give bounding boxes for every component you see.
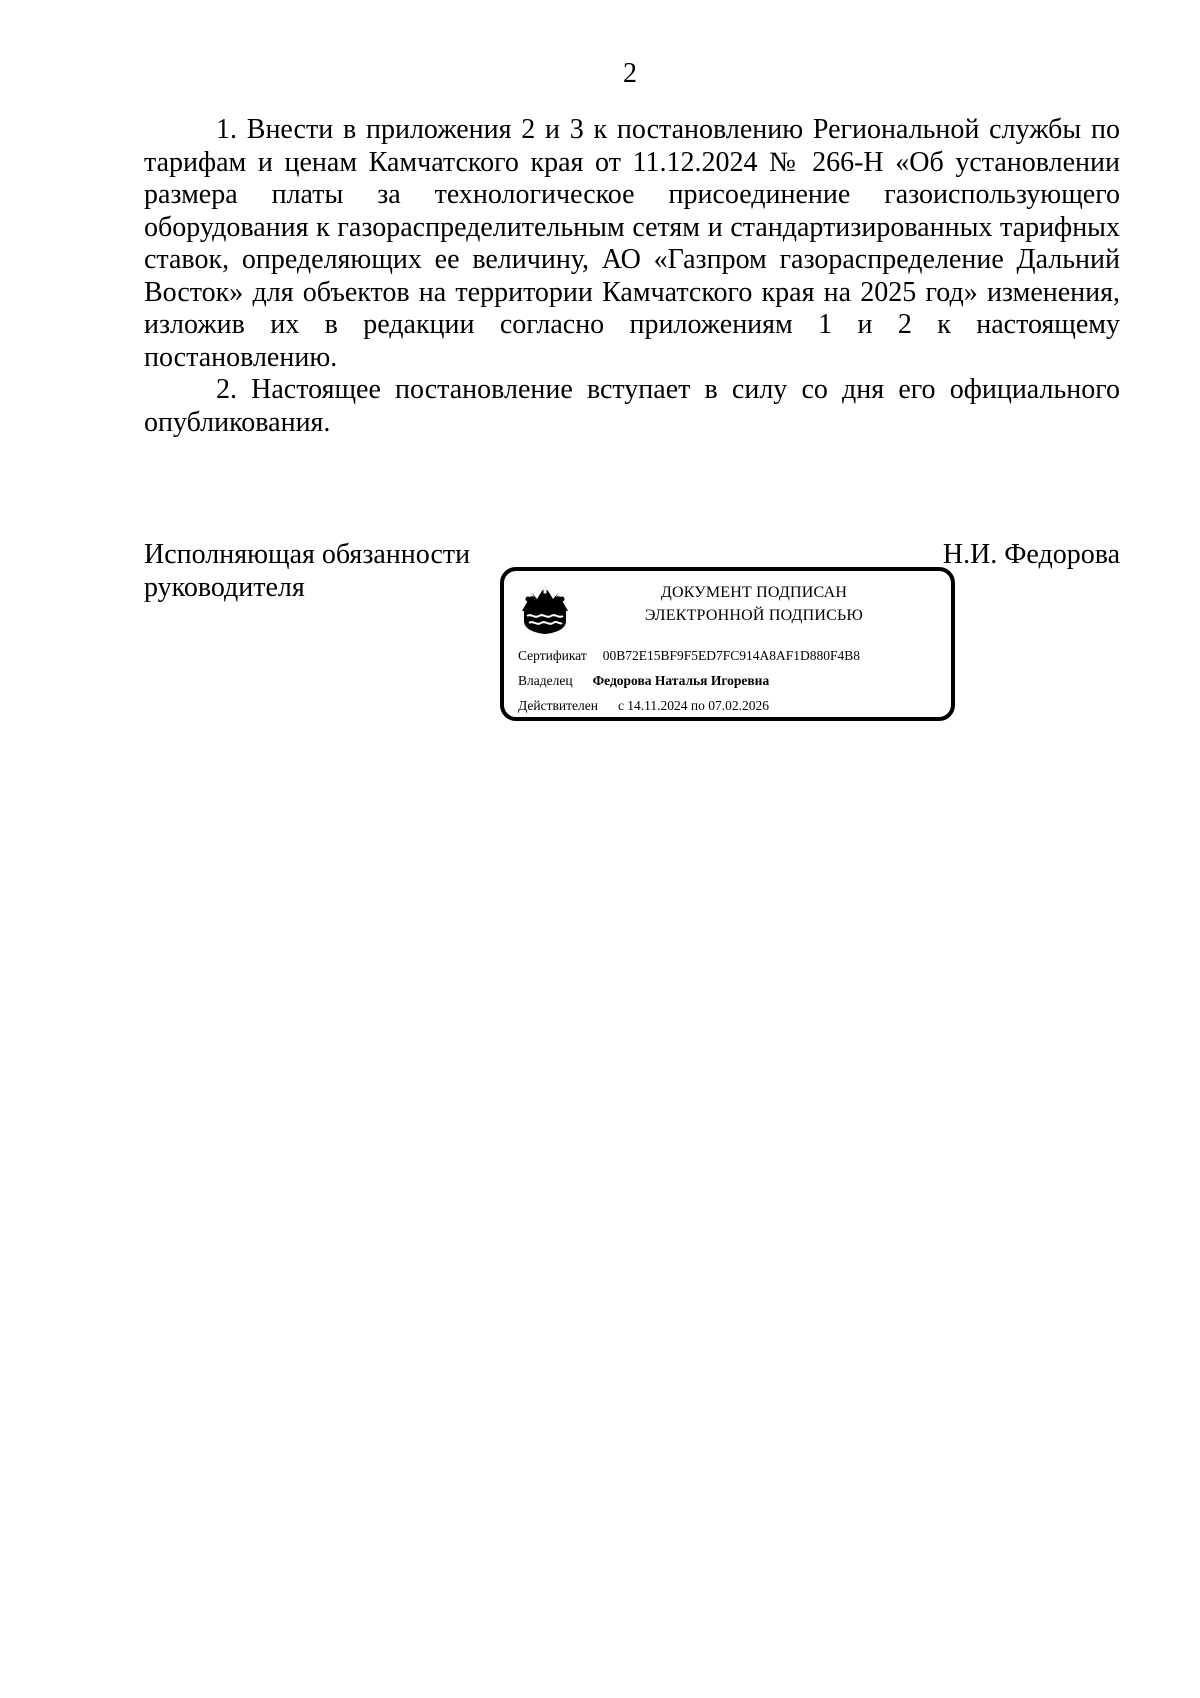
stamp-certificate-value: 00B72E15BF9F5ED7FC914A8AF1D880F4B8	[602, 648, 861, 663]
paragraph-2: 2. Настоящее постановление вступает в силу со дня его официального опубликования.	[144, 374, 1120, 438]
electronic-signature-stamp	[500, 567, 955, 721]
stamp-owner-value: Федорова Наталья Игоревна	[592, 673, 770, 688]
stamp-certificate-label: Сертификат	[518, 648, 587, 663]
document-body	[144, 114, 1120, 439]
signatory-title-line2: руководителя	[144, 572, 305, 603]
paragraph-1: 1. Внести в приложения 2 и 3 к постановлению Региональной службы по тарифам и ценам Камчатского края от 11.12.2024 № 266-Н «Об установлении размера платы за технологическое присоединение газоиспользующего оборудования к газораспределительным сетям и стандартизированных тарифных ставок, определяющих ее величину, АО «Газпром газораспределение Дальний Восток» для объектов на территории Камчатского края на 2025 год» изменения, изложив их в редакции согласно приложениям 1 и 2 к настоящему постановлению.	[144, 114, 1120, 373]
stamp-certificate-row	[518, 647, 860, 665]
kamchatka-coat-of-arms-icon	[518, 583, 572, 635]
stamp-validity-label: Действителен	[518, 698, 598, 713]
stamp-validity-row	[518, 697, 769, 715]
signatory-title	[144, 538, 470, 604]
stamp-heading-line2: ЭЛЕКТРОННОЙ ПОДПИСЬЮ	[644, 607, 864, 624]
page-number: 2	[623, 58, 637, 89]
stamp-owner-row	[518, 672, 769, 690]
signatory-name: Н.И. Федорова	[942, 539, 1120, 570]
stamp-heading-line1: ДОКУМЕНТ ПОДПИСАН	[660, 584, 848, 601]
stamp-owner-label: Владелец	[518, 673, 573, 688]
stamp-heading	[594, 581, 914, 627]
stamp-validity-value: с 14.11.2024 по 07.02.2026	[617, 698, 770, 713]
signatory-title-line1: Исполняющая обязанности	[144, 539, 471, 570]
